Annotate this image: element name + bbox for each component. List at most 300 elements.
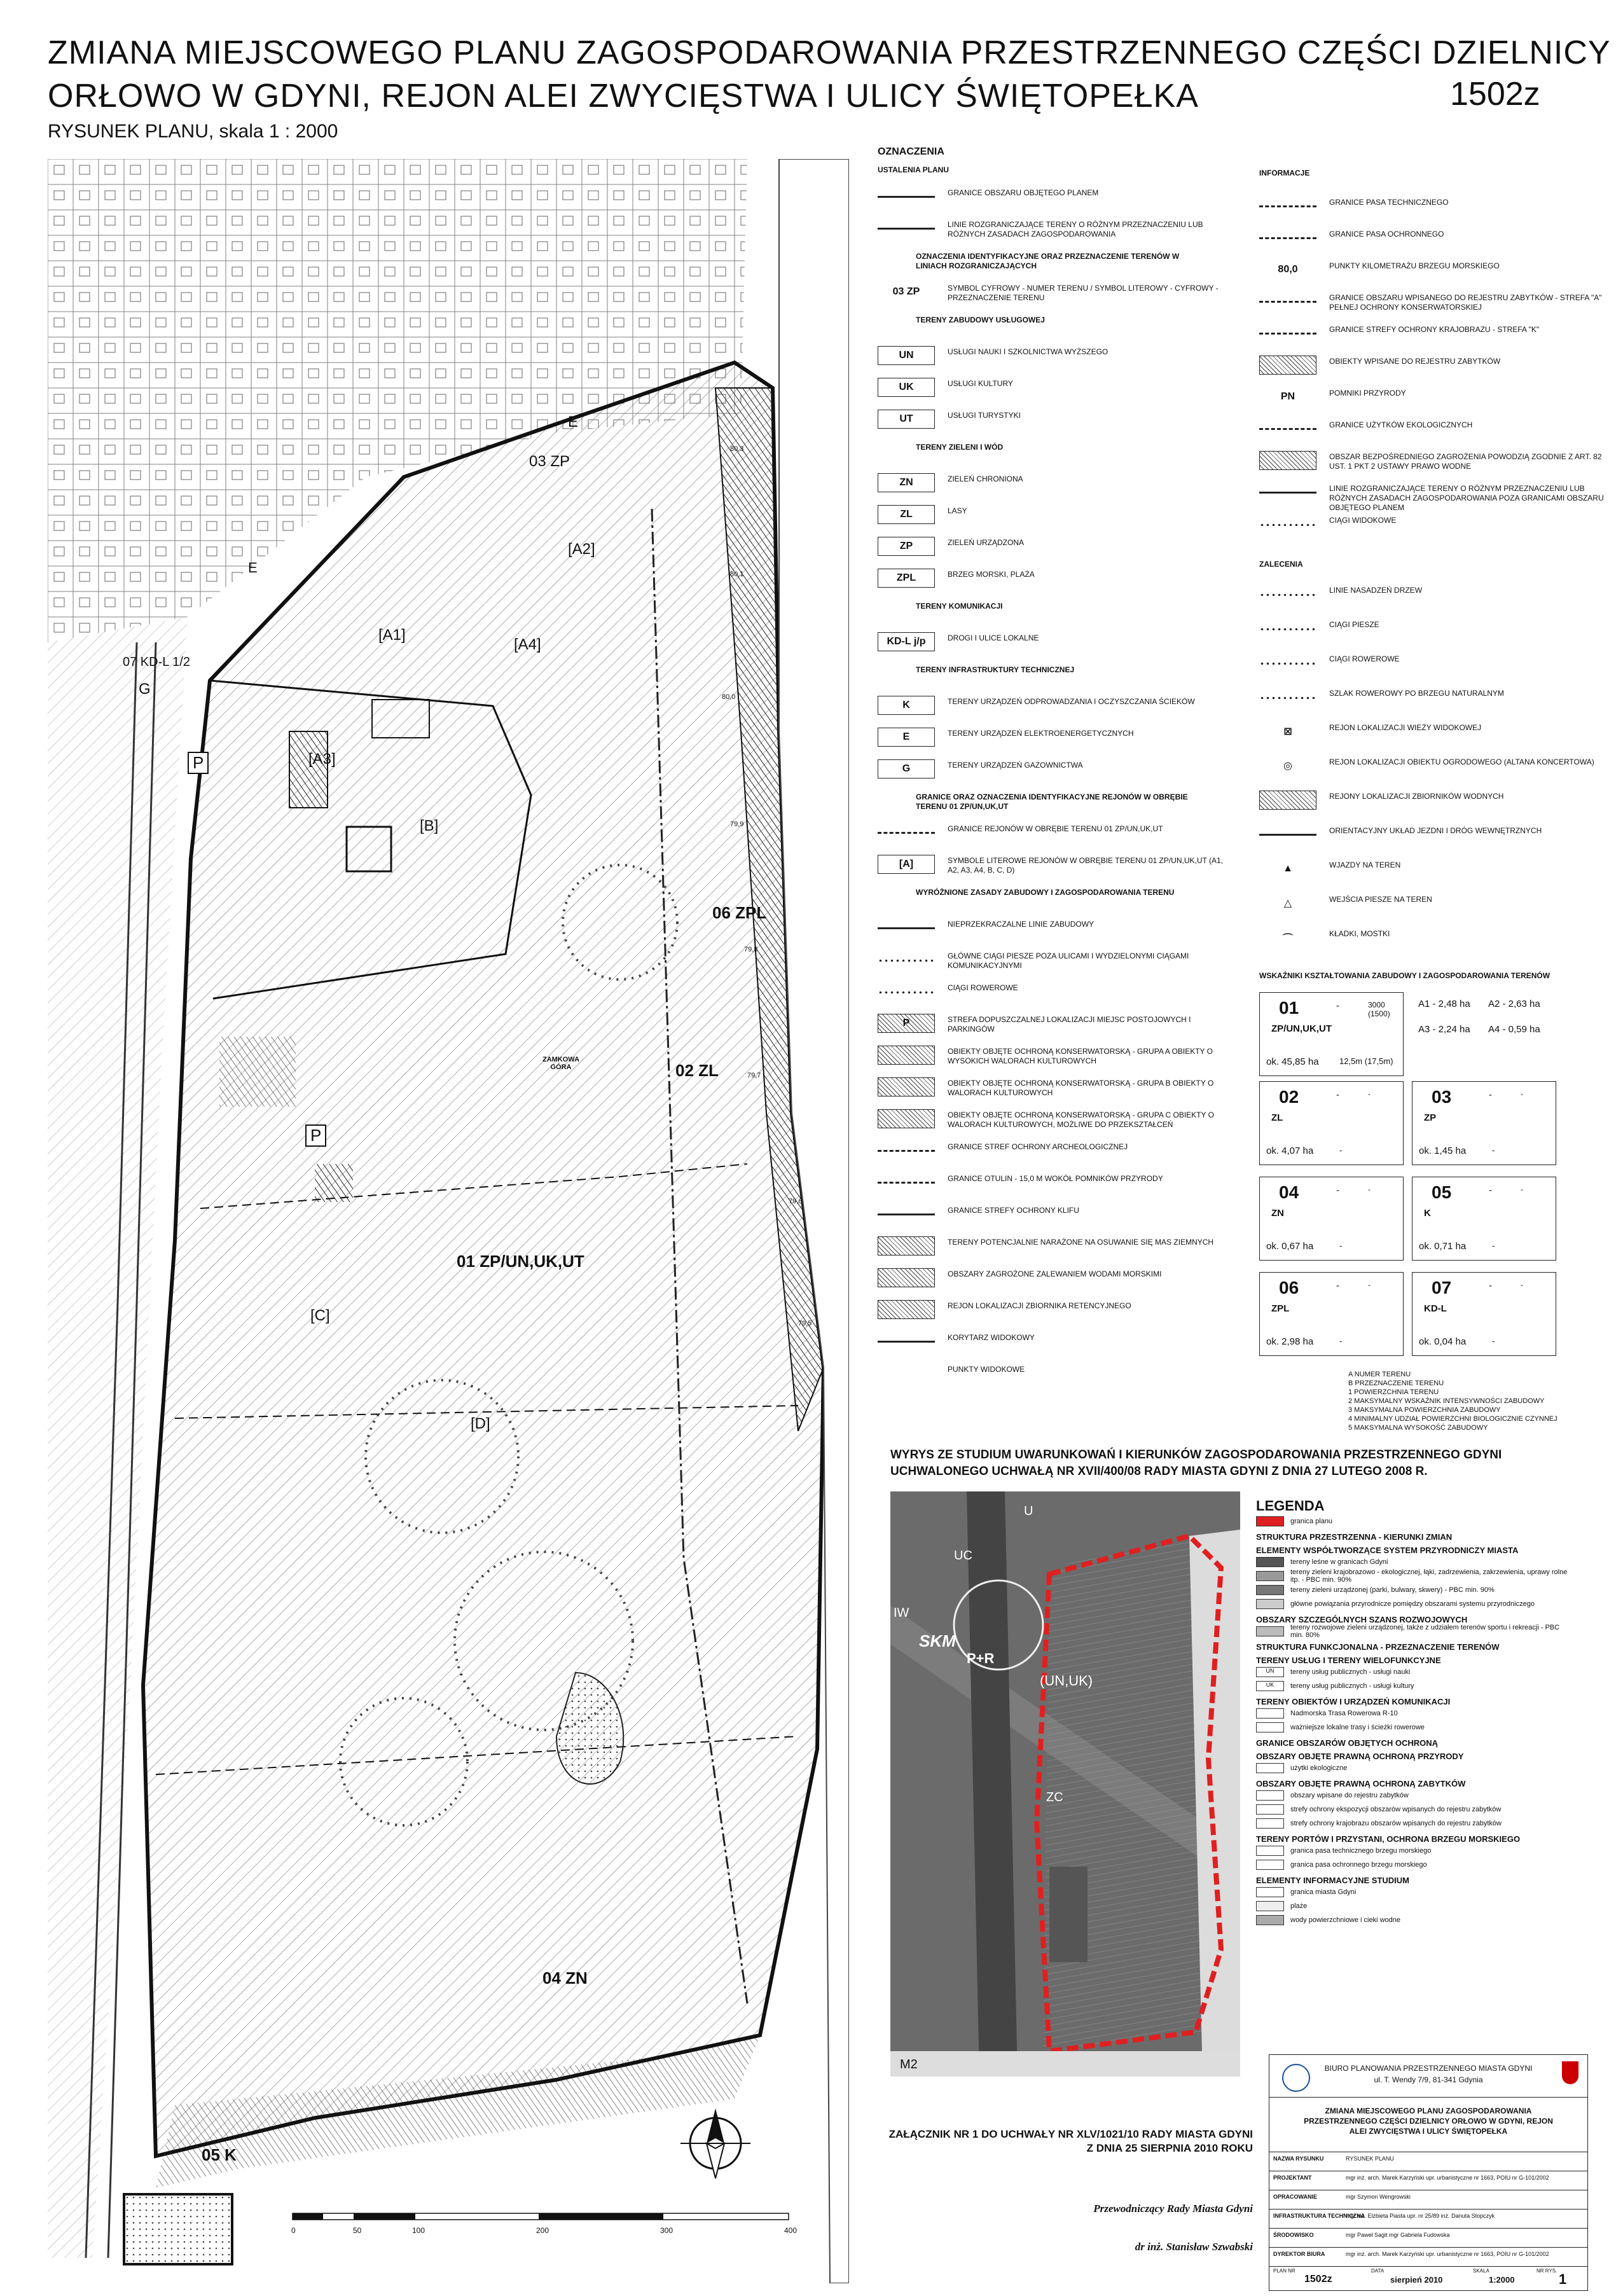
legend-row	[878, 439, 1234, 464]
legend-text: GRANICE STREFY OCHRONY KLIFU	[948, 1206, 1079, 1215]
study-legend-heading: ELEMENTY INFORMACYJNE STUDIUM	[1256, 1876, 1409, 1885]
legend-text: USŁUGI TURYSTYKI	[948, 411, 1021, 420]
study-legend-swatch	[1256, 1915, 1284, 1925]
legend-text: CIĄGI ROWEROWE	[1329, 654, 1400, 663]
study-legend-text: plaże	[1290, 1902, 1308, 1910]
legend-row	[878, 1297, 1234, 1323]
titleblock-key: OPRACOWANIE	[1273, 2194, 1318, 2200]
legend-row	[1259, 719, 1615, 745]
legend-row	[878, 884, 1234, 909]
study-legend-item	[1256, 1555, 1574, 1569]
stat-number: 03	[1432, 1087, 1452, 1107]
legend-symbol: E	[878, 728, 935, 747]
study-title-1: WYRYS ZE STUDIUM UWARUNKOWAŃ I KIERUNKÓW ZAGOSPODAROWANIA PRZESTRZENNEGO GDYNI	[890, 1448, 1502, 1462]
plan-title-line1: ZMIANA MIEJSCOWEGO PLANU ZAGOSPODAROWANIA PRZESTRZENNEGO CZĘŚCI DZIELNICY	[48, 34, 1611, 71]
titleblock-key: INFRASTRUKTURA TECHNICZNA	[1273, 2213, 1365, 2219]
legend-text: WEJŚCIA PIESZE NA TEREN	[1329, 895, 1432, 904]
km-label: 79,7	[747, 1072, 761, 1079]
study-legend-text: granica miasta Gdyni	[1290, 1888, 1357, 1896]
study-legend-swatch	[1256, 1557, 1284, 1567]
legend-text: TERENY URZĄDZEŃ GAZOWNICTWA	[948, 761, 1083, 770]
study-legend-item	[1256, 1624, 1574, 1638]
stat-a: -	[1489, 1185, 1492, 1196]
titleblock-sheet: 1	[1559, 2271, 1567, 2287]
legend-text: WYRÓŻNIONE ZASADY ZABUDOWY I ZAGOSPODAROWANIA TERENU	[916, 888, 1175, 897]
study-legend-item	[1256, 1679, 1574, 1693]
stat-use: ZP/UN,UK,UT	[1271, 1023, 1332, 1034]
legend-symbol: UK	[878, 378, 935, 397]
study-legend-text: strefy ochrony ekspozycji obszarów wpisanych do rejestru zabytków	[1290, 1806, 1502, 1813]
legend-text: GRANICE OBSZARU WPISANEGO DO REJESTRU ZABYTKÓW - STREFA "A" PEŁNEJ OCHRONY KONSERWATORSKIEJ	[1329, 293, 1602, 312]
study-legend-swatch	[1256, 1708, 1284, 1719]
legend-symbol	[878, 1268, 935, 1287]
legend-row	[1259, 651, 1615, 676]
legend-symbol: ZP	[878, 537, 935, 556]
legend-text: PUNKTY WIDOKOWE	[948, 1365, 1025, 1374]
study-legend-item	[1256, 1816, 1574, 1830]
title-block: BIURO PLANOWANIA PRZESTRZENNEGO MIASTA GDYNI ul. T. Wendy 7/9, 81-341 Gdynia ZMIANA MIEJSCOWEGO PLANU ZAGOSPODAROWANIA PRZESTRZENNEGO CZĘŚCI DZIELNICY ORŁOWO W GDYNI, REJON ALEI ZWYCIĘSTWA I ULICY ŚWIĘTOPEŁKA NAZWA RYSUNKU RYSUNEK PLANU PROJEKTANT mgr inż. arch. Marek Karzyński upr. urbanistyczne nr 1663, POIU nr G-101/2002 OPRACOWANIE mgr Szymon Wengrowski INFRASTRUKTURA TECHNICZNA mgr inż. Elżbieta Piasta upr. nr 25/89 inż. Danuta Stopczyk ŚRODOWISKO mgr Paweł Sagit mgr Gabriela Fudowska DYREKTOR BIURA mgr inż. arch. Marek Karzyński upr. urbanistyczne nr 1663, POIU nr G-101/2002 PLAN NR DATA SKALA NR RYS. 1502z sierpień 2010 1:2000 1	[1269, 2054, 1588, 2291]
map-label: 07 KD-L 1/2	[123, 655, 190, 669]
stat-b: -	[1368, 1185, 1371, 1194]
study-legend-swatch	[1256, 1887, 1284, 1897]
legend-symbol	[1259, 695, 1316, 699]
study-legend-swatch	[1256, 1804, 1284, 1815]
legend-symbol: ZL	[878, 505, 935, 524]
titleblock-value: mgr inż. arch. Marek Karzyński upr. urbanistyczne nr 1663, POIU nr G-101/2002	[1346, 2251, 1549, 2257]
study-legend-text: tereny zieleni krajobrazowo - ekologicznej, łąki, zadrzewienia, zakrzewienia, uprawy rolne itp. - PBC min. 90%	[1290, 1568, 1568, 1584]
legend-text: TERENY ZABUDOWY USŁUGOWEJ	[916, 315, 1045, 324]
legend-symbol: G	[878, 759, 935, 778]
stat-height: 12,5m (17,5m)	[1339, 1056, 1393, 1066]
legend-symbol: K	[878, 696, 935, 715]
legend-text: OBIEKTY WPISANE DO REJESTRU ZABYTKÓW	[1329, 357, 1501, 366]
stat-area: ok. 45,85 ha	[1266, 1056, 1319, 1067]
legend-symbol	[878, 196, 935, 198]
legend-symbol: △	[1259, 894, 1316, 913]
study-legend-text: tereny leśne w granicach Gdyni	[1290, 1558, 1388, 1566]
study-legend-item	[1256, 1514, 1574, 1528]
legend-symbol	[878, 1214, 935, 1215]
legend-text: GRANICE UŻYTKÓW EKOLOGICZNYCH	[1329, 420, 1473, 429]
study-title-2: UCHWALONEGO UCHWAŁĄ NR XVII/400/08 RADY MIASTA GDYNI Z DNIA 27 LUTEGO 2008 R.	[890, 1465, 1428, 1478]
titleblock-key: ŚRODOWISKO	[1273, 2232, 1314, 2238]
legend-symbol	[878, 1236, 935, 1255]
study-legend-heading: ELEMENTY WSPÓŁTWORZĄCE SYSTEM PRZYRODNICZY MIASTA	[1256, 1546, 1519, 1555]
study-legend-swatch	[1256, 1599, 1284, 1609]
stat-area: ok. 4,07 ha	[1266, 1145, 1314, 1156]
chair-title: Przewodniczący Rady Miasta Gdyni	[1093, 2203, 1253, 2215]
legend-row	[878, 534, 1234, 560]
legend-text: GRANICE OTULIN - 15,0 M WOKÓŁ POMNIKÓW PRZYRODY	[948, 1174, 1163, 1183]
study-legend-item	[1256, 1858, 1574, 1872]
legend-row	[878, 693, 1234, 719]
stats-key-item: 5 MAKSYMALNA WYSOKOŚĆ ZABUDOWY	[1348, 1424, 1488, 1432]
legend-text: GRANICE PASA OCHRONNEGO	[1329, 230, 1444, 239]
stats-key-item: A NUMER TERENU	[1348, 1371, 1411, 1378]
titleblock-value: mgr inż. Elżbieta Piasta upr. nr 25/89 inż. Danuta Stopczyk	[1346, 2213, 1495, 2219]
stat-b: -	[1521, 1089, 1523, 1098]
legend-symbol: 80,0	[1259, 260, 1316, 279]
legend-row	[878, 184, 1234, 210]
map-label: G	[139, 681, 151, 698]
study-map-label: (UN,UK)	[1040, 1673, 1093, 1689]
legend-text: USŁUGI NAUKI I SZKOLNICTWA WYŻSZEGO	[948, 347, 1108, 356]
map-label: [D]	[471, 1415, 490, 1432]
legend-symbol: ZN	[878, 473, 935, 492]
study-legend-item	[1256, 1885, 1574, 1899]
study-legend-item	[1256, 1802, 1574, 1816]
legend-row	[878, 1138, 1234, 1164]
study-legend-text: tereny rozwojowe zieleni urządzonej, także z udziałem terenów sportu i rekreacji - PBC min. 80%	[1290, 1624, 1560, 1639]
legend-text: GRANICE OBSZARU OBJĘTEGO PLANEM	[948, 188, 1099, 197]
stat-box	[1412, 1272, 1556, 1356]
legend-row	[1259, 857, 1615, 882]
legend-text: REJON LOKALIZACJI WIEŻY WIDOKOWEJ	[1329, 723, 1482, 732]
stat-b: 3000 (1500)	[1368, 1000, 1390, 1018]
legend-row	[878, 789, 1234, 814]
study-legend-heading: GRANICE OBSZARÓW OBJĘTYCH OCHRONĄ	[1256, 1738, 1439, 1748]
parking-icon: P	[188, 752, 209, 774]
study-legend-heading: TERENY USŁUG I TERENY WIELOFUNKCYJNE	[1256, 1656, 1441, 1665]
study-legend-text: wody powierzchniowe i cieki wodne	[1290, 1916, 1401, 1924]
legend-text: OZNACZENIA IDENTYFIKACYJNE ORAZ PRZEZNACZENIE TERENÓW W LINIACH ROZGRANICZAJĄCYCH	[916, 252, 1180, 270]
titleblock-value: mgr inż. arch. Marek Karzyński upr. urbanistyczne nr 1663, POIU nr G-101/2002	[1346, 2175, 1549, 2181]
study-legend-heading: OBSZARY OBJĘTE PRAWNĄ OCHRONĄ PRZYRODY	[1256, 1752, 1464, 1761]
study-legend-item	[1256, 1720, 1574, 1734]
legend-text: TERENY INFRASTRUKTURY TECHNICZNEJ	[916, 665, 1075, 674]
map-label: [A4]	[514, 636, 541, 653]
titleblock-key: PROJEKTANT	[1273, 2175, 1312, 2181]
study-legend-swatch	[1256, 1860, 1284, 1870]
study-legend-heading: OBSZARY SZCZEGÓLNYCH SZANS ROZWOJOWYCH	[1256, 1615, 1468, 1624]
stat-b: -	[1521, 1280, 1523, 1289]
study-legend-swatch	[1256, 1901, 1284, 1911]
stat-box	[1259, 1177, 1404, 1261]
study-legend-swatch	[1256, 1818, 1284, 1829]
stats-key-item: 1 POWIERZCHNIA TERENU	[1348, 1388, 1439, 1396]
legend-row	[1259, 353, 1615, 378]
stat-use: KD-L	[1424, 1303, 1447, 1314]
stat-a: -	[1336, 1185, 1339, 1196]
legend-text: OBIEKTY OBJĘTE OCHRONĄ KONSERWATORSKĄ - GRUPA C OBIEKTY O WALORACH KULTUROWYCH, MOŻLIWE DO PRZEKSZTAŁCEŃ	[948, 1110, 1214, 1129]
stat-number: 02	[1279, 1087, 1299, 1107]
legend-row	[878, 407, 1234, 432]
study-legend-heading: STRUKTURA PRZESTRZENNA - KIERUNKI ZMIAN	[1256, 1532, 1453, 1542]
titleblock-value: mgr Paweł Sagit mgr Gabriela Fudowska	[1346, 2232, 1450, 2238]
legend-text: KŁADKI, MOSTKI	[1329, 929, 1390, 938]
stats-key-item: 3 MAKSYMALNA POWIERZCHNIA ZABUDOWY	[1348, 1406, 1501, 1414]
stat-height: -	[1339, 1336, 1343, 1346]
study-legend-swatch: UN	[1256, 1667, 1284, 1677]
titleblock-key: DYREKTOR BIURA	[1273, 2251, 1325, 2257]
legend-text: OBSZARY ZAGROŻONE ZALEWANIEM WODAMI MORSKIMI	[948, 1269, 1162, 1278]
legend-text: ORIENTACYJNY UKŁAD JEZDNI I DRÓG WEWNĘTRZNYCH	[1329, 826, 1542, 835]
stat-a: -	[1489, 1280, 1492, 1291]
study-legend-swatch	[1256, 1722, 1284, 1732]
legend-row	[878, 566, 1234, 591]
study-legend-heading: TERENY OBIEKTÓW I URZĄDZEŃ KOMUNIKACJI	[1256, 1697, 1451, 1706]
legend-text: KORYTARZ WIDOKOWY	[948, 1333, 1035, 1342]
stat-number: 01	[1279, 998, 1299, 1018]
legend-text: GŁÓWNE CIĄGI PIESZE POZA ULICAMI I WYDZIELONYMI CIĄGAMI KOMUNIKACYJNYMI	[948, 951, 1189, 970]
stats-key-item: 2 MAKSYMALNY WSKAŹNIK INTENSYWNOŚCI ZABUDOWY	[1348, 1397, 1545, 1405]
map-label: ZAMKOWA GÓRA	[542, 1056, 580, 1071]
legend-text: REJONY LOKALIZACJI ZBIORNIKÓW WODNYCH	[1329, 792, 1504, 801]
legend-text: PUNKTY KILOMETRAŻU BRZEGU MORSKIEGO	[1329, 261, 1500, 270]
legend-symbol	[1259, 791, 1316, 810]
legend-symbol	[878, 228, 935, 230]
map-label: [A1]	[378, 626, 406, 644]
stat-b: -	[1368, 1280, 1371, 1289]
map-label: [A3]	[308, 750, 336, 768]
legend-text: GRANICE REJONÓW W OBRĘBIE TERENU 01 ZP/UN,UK,UT	[948, 824, 1163, 833]
legend-row	[1259, 891, 1615, 916]
legend-text: LASY	[948, 506, 967, 515]
legend-row	[1259, 385, 1615, 410]
stat-use: ZL	[1271, 1112, 1283, 1123]
km-label: 79,6	[789, 1198, 803, 1205]
legend-row	[1259, 512, 1615, 537]
study-map-label: IW	[894, 1606, 909, 1620]
legend-symbol: UT	[878, 410, 935, 429]
study-legend-heading: STRUKTURA FUNKCJONALNA - PRZEZNACZENIE TERENÓW	[1256, 1642, 1500, 1652]
stat-height: -	[1339, 1241, 1343, 1250]
legend-symbol	[1259, 301, 1316, 303]
stat-height: -	[1492, 1336, 1495, 1346]
attachment-line2: Z DNIA 25 SIERPNIA 2010 ROKU	[1086, 2142, 1253, 2154]
legend-symbol	[878, 1300, 935, 1319]
legend-row	[1259, 925, 1615, 951]
legend-row	[1259, 616, 1615, 642]
legend-symbol: ▲	[1259, 859, 1316, 878]
legend-section-plan: USTALENIA PLANU	[878, 165, 949, 174]
legend-row	[1259, 582, 1615, 607]
study-legend	[1256, 1498, 1574, 1927]
stat-area: ok. 0,67 ha	[1266, 1241, 1314, 1252]
legend-row	[878, 1266, 1234, 1291]
stat-area: ok. 0,04 ha	[1419, 1336, 1467, 1347]
study-legend-item	[1256, 1583, 1574, 1597]
stat-area: ok. 1,45 ha	[1419, 1145, 1467, 1156]
study-legend-text: granica pasa technicznego brzegu morskiego	[1290, 1847, 1432, 1855]
study-legend-swatch	[1256, 1790, 1284, 1801]
study-legend-item	[1256, 1844, 1574, 1858]
study-map-label: SKM	[919, 1631, 956, 1650]
legend-symbol: PN	[1259, 387, 1316, 406]
stat-height: -	[1492, 1241, 1495, 1250]
stat-height: -	[1339, 1145, 1343, 1155]
legend-text: NIEPRZEKRACZALNE LINIE ZABUDOWY	[948, 920, 1095, 929]
legend-symbol: KD-L j/p	[878, 632, 935, 651]
legend-symbol	[1259, 356, 1316, 375]
legend-text: TERENY POTENCJALNIE NARAŻONE NA OSUWANIE SIĘ MAS ZIEMNYCH	[948, 1238, 1214, 1247]
legend-text: CIĄGI WIDOKOWE	[1329, 516, 1397, 525]
map-label: [A2]	[568, 541, 595, 558]
study-legend-text: tereny zieleni urządzonej (parki, bulwary, skwery) - PBC min. 90%	[1290, 1586, 1495, 1594]
legend-row	[878, 757, 1234, 782]
legend-row	[878, 630, 1234, 655]
legend-symbol: ⊠	[1259, 722, 1316, 741]
map-label: E	[248, 560, 258, 576]
legend-symbol	[1259, 592, 1316, 596]
study-map-label: ZC	[1046, 1790, 1063, 1804]
study-legend-text: granica planu	[1290, 1518, 1333, 1525]
legend-text: OBSZAR BEZPOŚREDNIEGO ZAGROŻENIA POWODZIĄ ZGODNIE Z ART. 82 UST. 1 PKT 2 USTAWY PRAWO WODNE	[1329, 452, 1602, 471]
km-label: 80,1	[730, 571, 744, 578]
legend-row	[878, 248, 1234, 273]
study-map-label: M2	[900, 2057, 918, 2071]
legend-row	[878, 661, 1234, 687]
stat-use: ZPL	[1271, 1303, 1290, 1314]
stat-region-area: A1 - 2,48 ha	[1418, 999, 1470, 1009]
legend-text: POMNIKI PRZYRODY	[1329, 389, 1406, 398]
legend-row	[878, 343, 1234, 369]
parking-icon: P	[305, 1124, 326, 1147]
titleblock-plan-name: ZMIANA MIEJSCOWEGO PLANU ZAGOSPODAROWANIA PRZESTRZENNEGO CZĘŚCI DZIELNICY ORŁOWO W GDYNI, REJON ALEI ZWYCIĘSTWA I ULICY ŚWIĘTOPEŁKA	[1304, 2106, 1553, 2136]
study-legend-item	[1256, 1706, 1574, 1720]
office-address: ul. T. Wendy 7/9, 81-341 Gdynia	[1374, 2075, 1483, 2084]
legend-row	[878, 280, 1234, 305]
legend-row	[878, 1075, 1234, 1100]
map-label: 03 ZP	[529, 453, 570, 470]
legend-row	[1259, 822, 1615, 848]
legend-text: TERENY URZĄDZEŃ ODPROWADZANIA I OCZYSZCZANIA ŚCIEKÓW	[948, 697, 1195, 706]
legend-text: LINIE NASADZEŃ DRZEW	[1329, 586, 1423, 595]
legend-row	[878, 1170, 1234, 1196]
legend-row	[878, 216, 1234, 242]
legend-row	[1259, 685, 1615, 710]
north-arrow-icon	[680, 2108, 750, 2178]
legend-symbol: ⌒	[1259, 928, 1316, 947]
legend-symbol	[1259, 333, 1316, 335]
legend-symbol: ◎	[1259, 756, 1316, 775]
study-legend-swatch	[1256, 1763, 1284, 1773]
study-legend-title: LEGENDA	[1256, 1498, 1325, 1514]
plan-subtitle: RYSUNEK PLANU, skala 1 : 2000	[48, 121, 338, 142]
legend-symbol	[1259, 237, 1316, 239]
legend-symbol	[878, 1046, 935, 1065]
legend-row	[878, 1011, 1234, 1037]
study-legend-text: tereny usług publicznych - usługi nauki	[1290, 1668, 1411, 1676]
study-legend-item	[1256, 1665, 1574, 1679]
stat-number: 05	[1432, 1182, 1452, 1202]
study-legend-swatch	[1256, 1571, 1284, 1581]
map-label: 02 ZL	[675, 1061, 719, 1080]
stat-height: -	[1492, 1145, 1495, 1155]
map-label: 05 K	[202, 2145, 237, 2164]
km-label: 79,9	[730, 820, 744, 828]
legend-row	[878, 598, 1234, 623]
stat-region-area: A4 - 0,59 ha	[1488, 1024, 1540, 1035]
legend-symbol	[1259, 428, 1316, 430]
legend-symbol	[878, 1077, 935, 1096]
study-legend-swatch	[1256, 1516, 1284, 1526]
legend-text: DROGI I ULICE LOKALNE	[948, 633, 1039, 642]
legend-symbol	[1259, 626, 1316, 630]
stat-a: -	[1489, 1089, 1492, 1100]
study-map	[890, 1491, 1240, 2077]
legend-row	[878, 312, 1234, 337]
stat-box	[1259, 1081, 1404, 1165]
study-legend-item	[1256, 1761, 1574, 1775]
legend-row	[1259, 226, 1615, 251]
stat-region-area: A2 - 2,63 ha	[1488, 999, 1540, 1009]
legend-row	[1259, 321, 1615, 347]
stat-area: ok. 0,71 ha	[1419, 1241, 1467, 1252]
legend-text: LINIE ROZGRANICZAJĄCE TERENY O RÓŻNYM PRZEZNACZENIU LUB RÓŻNYCH ZASADACH ZAGOSPODAROWANIA	[948, 220, 1203, 239]
stat-b: -	[1368, 1089, 1371, 1098]
legend-text: REJON LOKALIZACJI OBIEKTU OGRODOWEGO (ALTANA KONCERTOWA)	[1329, 757, 1594, 766]
legend-row	[1259, 788, 1615, 813]
legend-row	[878, 1234, 1234, 1259]
legend-symbol	[878, 1109, 935, 1128]
study-legend-swatch	[1256, 1846, 1284, 1856]
titleblock-date: sierpień 2010	[1390, 2275, 1443, 2285]
legend-row	[878, 1107, 1234, 1132]
chair-name: dr inż. Stanisław Szwabski	[1135, 2241, 1253, 2253]
legend-title: OZNACZENIA	[878, 146, 944, 157]
legend-text: SZLAK ROWEROWY PO BRZEGU NATURALNYM	[1329, 689, 1504, 698]
stat-use: K	[1424, 1208, 1431, 1219]
titleblock-value: RYSUNEK PLANU	[1346, 2155, 1394, 2162]
stat-use: ZP	[1424, 1112, 1437, 1123]
titleblock-plan-no: 1502z	[1304, 2274, 1332, 2285]
study-map-label: UC	[954, 1549, 972, 1563]
study-legend-swatch	[1256, 1585, 1284, 1595]
legend-symbol: [A]	[878, 855, 935, 874]
legend-row	[878, 1329, 1234, 1355]
legend-row	[1259, 754, 1615, 779]
legend-text: SYMBOLE LITEROWE REJONÓW W OBRĘBIE TERENU 01 ZP/UN,UK,UT (A1, A2, A3, A4, B, C, D)	[948, 856, 1223, 875]
stat-box	[1412, 1081, 1556, 1165]
legend-symbol	[878, 1364, 935, 1383]
study-legend-item	[1256, 1899, 1574, 1913]
map-label: [C]	[310, 1307, 330, 1324]
stat-box	[1259, 992, 1404, 1076]
legend-row	[878, 1043, 1234, 1068]
legend-text: GRANICE PASA TECHNICZNEGO	[1329, 198, 1449, 207]
study-map-label: P+R	[967, 1650, 995, 1666]
legend-symbol: 03 ZP	[878, 282, 935, 301]
study-legend-item	[1256, 1597, 1574, 1611]
legend-symbol	[878, 990, 935, 993]
legend-row	[878, 502, 1234, 528]
legend-row	[878, 471, 1234, 496]
legend-row	[878, 948, 1234, 973]
legend-symbol: UN	[878, 346, 935, 365]
legend-row	[1259, 417, 1615, 442]
study-legend-item	[1256, 1569, 1574, 1583]
stat-box	[1259, 1272, 1404, 1356]
stat-number: 06	[1279, 1278, 1299, 1297]
legend-symbol	[1259, 834, 1316, 836]
attachment-line1: ZAŁĄCZNIK NR 1 DO UCHWAŁY NR XLV/1021/10 RADY MIASTA GDYNI	[888, 2128, 1253, 2140]
legend-text: TERENY KOMUNIKACJI	[916, 602, 1003, 611]
legend-section-info: INFORMACJE	[1259, 169, 1310, 177]
study-legend-item	[1256, 1788, 1574, 1802]
titleblock-scale: 1:2000	[1489, 2275, 1515, 2285]
legend-symbol	[1259, 451, 1316, 470]
legend-text: TERENY URZĄDZEŃ ELEKTROENERGETYCZNYCH	[948, 729, 1134, 738]
legend-symbol: ZPL	[878, 569, 935, 588]
legend-text: STREFA DOPUSZCZALNEJ LOKALIZACJI MIEJSC POSTOJOWYCH I PARKINGÓW	[948, 1015, 1191, 1034]
legend-row	[878, 852, 1234, 878]
legend-symbol	[878, 1182, 935, 1184]
stat-area: ok. 2,98 ha	[1266, 1336, 1314, 1347]
legend-symbol	[878, 1341, 935, 1343]
stat-a: -	[1336, 1280, 1339, 1291]
legend-row	[878, 916, 1234, 941]
